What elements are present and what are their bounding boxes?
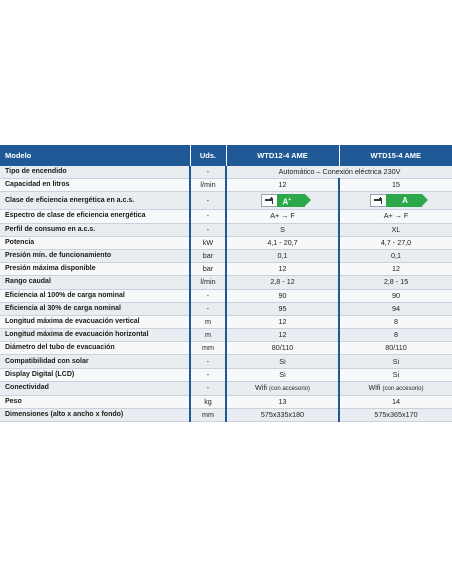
row-value-1: Si xyxy=(226,355,339,368)
row-label: Conectividad xyxy=(0,381,190,395)
row-value-2: 12 xyxy=(339,263,452,276)
header-model: Modelo xyxy=(0,145,190,166)
row-unit: - xyxy=(190,192,226,210)
row-value-1: 12 xyxy=(226,179,339,192)
row-value-1 xyxy=(226,192,339,210)
row-label: Dimensiones (alto x ancho x fondo) xyxy=(0,409,190,422)
table-row xyxy=(0,355,452,368)
row-value-1: 4,1 - 20,7 xyxy=(226,236,339,249)
row-value-2: 15 xyxy=(339,179,452,192)
table-row xyxy=(0,289,452,302)
table-row xyxy=(0,192,452,210)
row-unit: l/min xyxy=(190,276,226,289)
table-row xyxy=(0,368,452,381)
table-row xyxy=(0,236,452,249)
row-value-2: 90 xyxy=(339,289,452,302)
row-value-1: 2,8 - 12 xyxy=(226,276,339,289)
table-row xyxy=(0,342,452,355)
row-value-2: 8 xyxy=(339,315,452,328)
energy-class-arrow: A xyxy=(386,194,422,207)
table-row xyxy=(0,179,452,192)
row-unit: - xyxy=(190,368,226,381)
row-unit: bar xyxy=(190,263,226,276)
row-unit: - xyxy=(190,289,226,302)
row-value-1: 80/110 xyxy=(226,342,339,355)
row-label: Eficiencia al 30% de carga nominal xyxy=(0,302,190,315)
row-unit: kg xyxy=(190,395,226,408)
row-unit: - xyxy=(190,381,226,395)
row-value-2: 0,1 xyxy=(339,249,452,262)
table-row xyxy=(0,315,452,328)
energy-class-arrow: A+ xyxy=(277,194,305,207)
row-label: Tipo de encendido xyxy=(0,166,190,179)
row-unit: m xyxy=(190,329,226,342)
row-label: Espectro de clase de eficiencia energética xyxy=(0,210,190,223)
row-unit: m xyxy=(190,315,226,328)
row-value-1: Si xyxy=(226,368,339,381)
table-row xyxy=(0,329,452,342)
table-row xyxy=(0,381,452,395)
row-label: Perfil de consumo en a.c.s. xyxy=(0,223,190,236)
row-value-1: 12 xyxy=(226,315,339,328)
row-value-1: 13 xyxy=(226,395,339,408)
row-value-1: Wifi (con accesorio) xyxy=(226,381,339,395)
row-note: (con accesorio) xyxy=(382,385,424,392)
table-row xyxy=(0,210,452,223)
row-value-2: 14 xyxy=(339,395,452,408)
row-label: Potencia xyxy=(0,236,190,249)
row-value-2: 575x365x170 xyxy=(339,409,452,422)
row-value-2: 2,8 - 15 xyxy=(339,276,452,289)
row-label: Presión mín. de funcionamiento xyxy=(0,249,190,262)
table-row xyxy=(0,276,452,289)
row-label: Capacidad en litros xyxy=(0,179,190,192)
row-value-1: S xyxy=(226,223,339,236)
energy-label-2 xyxy=(370,194,422,207)
table-header xyxy=(0,145,452,166)
table-row xyxy=(0,249,452,262)
row-value-2: 94 xyxy=(339,302,452,315)
row-value-1: 575x335x180 xyxy=(226,409,339,422)
row-value-2: Si xyxy=(339,355,452,368)
row-value-2: A+ → F xyxy=(339,210,452,223)
table-row xyxy=(0,263,452,276)
row-value-1: 12 xyxy=(226,263,339,276)
energy-label-1 xyxy=(261,194,305,207)
row-note: (con accesorio) xyxy=(268,385,310,392)
row-value-2: Wifi (con accesorio) xyxy=(339,381,452,395)
row-label: Longitud máxima de evacuación vertical xyxy=(0,315,190,328)
row-label: Peso xyxy=(0,395,190,408)
row-label: Display Digital (LCD) xyxy=(0,368,190,381)
table-row xyxy=(0,395,452,408)
row-value-2: Si xyxy=(339,368,452,381)
faucet-icon xyxy=(261,194,277,207)
header-model-2: WTD15-4 AME xyxy=(339,145,452,166)
row-value-2: 8 xyxy=(339,329,452,342)
row-label: Presión máxima disponible xyxy=(0,263,190,276)
row-value-2: 4,7 - 27,0 xyxy=(339,236,452,249)
row-unit: bar xyxy=(190,249,226,262)
row-value-1: 0,1 xyxy=(226,249,339,262)
header-model-1: WTD12-4 AME xyxy=(226,145,339,166)
row-value-1: 12 xyxy=(226,329,339,342)
row-label: Rango caudal xyxy=(0,276,190,289)
row-unit: - xyxy=(190,223,226,236)
row-unit: - xyxy=(190,210,226,223)
row-label: Longitud máxima de evacuación horizontal xyxy=(0,329,190,342)
row-value-1: A+ → F xyxy=(226,210,339,223)
row-unit: - xyxy=(190,355,226,368)
row-label: Diámetro del tubo de evacuación xyxy=(0,342,190,355)
row-unit: mm xyxy=(190,409,226,422)
faucet-icon xyxy=(370,194,386,207)
header-units: Uds. xyxy=(190,145,226,166)
row-label: Compatibilidad con solar xyxy=(0,355,190,368)
row-merged-value: Automático – Conexión eléctrica 230V xyxy=(226,166,452,179)
row-value-2 xyxy=(339,192,452,210)
row-unit: - xyxy=(190,166,226,179)
table-row xyxy=(0,409,452,422)
row-value-1: 90 xyxy=(226,289,339,302)
row-label: Eficiencia al 100% de carga nominal xyxy=(0,289,190,302)
table-row xyxy=(0,166,452,179)
spec-table xyxy=(0,145,452,422)
row-unit: l/min xyxy=(190,179,226,192)
row-unit: mm xyxy=(190,342,226,355)
row-unit: kW xyxy=(190,236,226,249)
row-value-2: XL xyxy=(339,223,452,236)
row-label: Clase de eficiencia energética en a.c.s. xyxy=(0,192,190,210)
table-row xyxy=(0,302,452,315)
table-row xyxy=(0,223,452,236)
row-value-1: 95 xyxy=(226,302,339,315)
row-unit: - xyxy=(190,302,226,315)
row-value-2: 80/110 xyxy=(339,342,452,355)
